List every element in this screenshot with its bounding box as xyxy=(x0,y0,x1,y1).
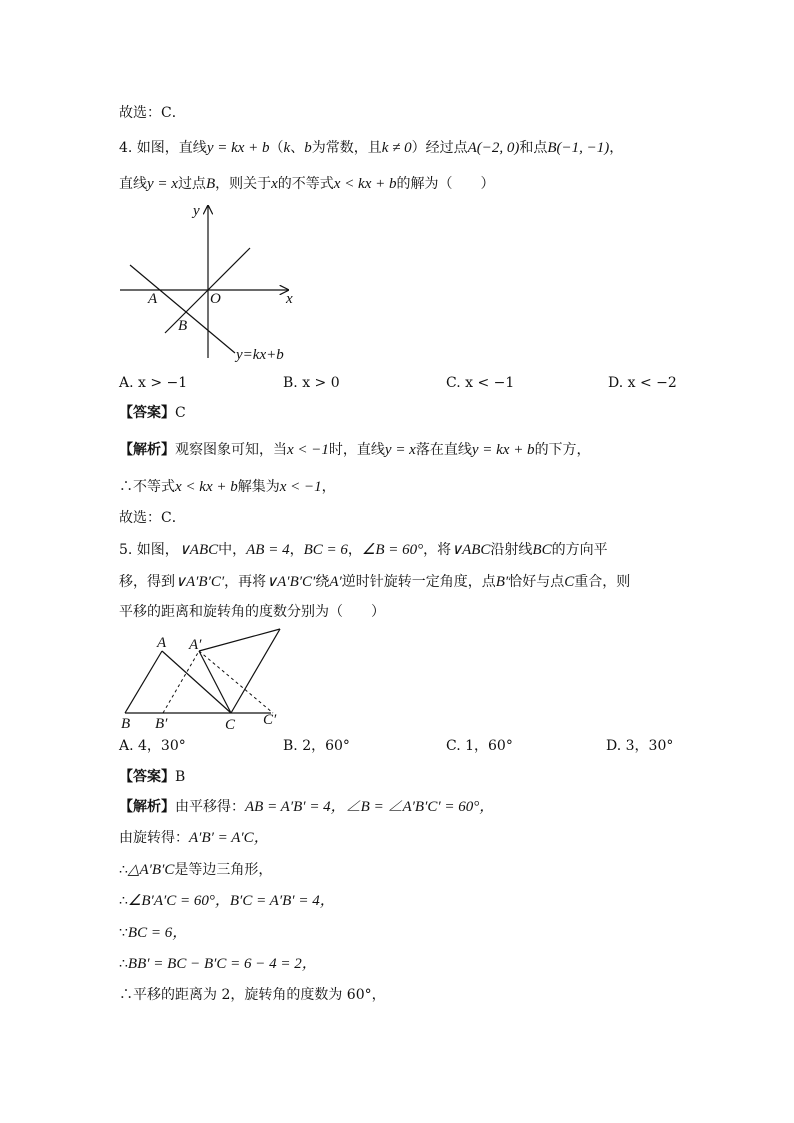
question-4-line-1: 4. 如图，直线y = kx + b（k、b为常数，且k ≠ 0）经过点A(−2, 0)和点B(−1, −1)， xyxy=(119,140,624,156)
q5-explanation-4: ∴∠B′A′C = 60°，B′C = A′B′ = 4， xyxy=(119,893,335,909)
q5-option-b: B. 2，60° xyxy=(283,738,350,754)
question-5-line-3: 平移的距离和旋转角的度数分别为（ ） xyxy=(119,604,385,620)
q4-choose: 故选：C． xyxy=(119,510,186,526)
label-O: O xyxy=(210,291,221,307)
svg-text:B′: B′ xyxy=(155,716,168,732)
svg-text:C′: C′ xyxy=(263,712,277,728)
q4-explanation: 【解析】观察图象可知，当x < −1时，直线y = x落在直线y = kx + b的下方， xyxy=(119,442,591,458)
q4-answer: 【答案】C xyxy=(119,405,186,421)
question-5-line-2: 移，得到∨A′B′C′，再将∨A′B′C′绕A′逆时针旋转一定角度，点B′恰好与点C重合，则 xyxy=(119,574,631,590)
label-x: x xyxy=(286,291,293,307)
svg-text:A′: A′ xyxy=(189,637,202,653)
svg-text:B: B xyxy=(121,716,131,732)
q4-option-d: D. x < −2 xyxy=(608,375,677,391)
svg-text:C: C xyxy=(225,717,236,733)
question-5-line-1: 5. 如图，∨ABC中，AB = 4，BC = 6，∠B = 60°，将∨ABC沿射线BC的方向平 xyxy=(119,542,608,558)
q5-option-a: A. 4，30° xyxy=(119,738,186,754)
q5-explanation-1: 【解析】由平移得：AB = A′B′ = 4，∠B = ∠A′B′C′ = 60°， xyxy=(119,799,495,815)
question-4-line-2: 直线y = x过点B，则关于x的不等式x < kx + b的解为（ ） xyxy=(119,176,495,192)
answer-conclusion-q3: 故选：C． xyxy=(119,105,186,121)
figure-q5-triangles xyxy=(115,625,315,735)
q5-option-d: D. 3，30° xyxy=(606,738,674,754)
q5-explanation-7: ∴平移的距离为 2，旋转角的度数为 60°， xyxy=(119,987,386,1003)
label-y: y xyxy=(193,203,200,219)
q5-explanation-5: ∵BC = 6， xyxy=(119,925,188,941)
q5-option-c: C. 1，60° xyxy=(446,738,513,754)
figure-q4-graph xyxy=(110,198,310,368)
q5-explanation-6: ∴BB′ = BC − B′C = 6 − 4 = 2， xyxy=(119,956,317,972)
svg-text:A: A xyxy=(157,635,167,651)
q4-conclusion: ∴不等式x < kx + b解集为x < −1， xyxy=(119,479,336,495)
q5-answer: 【答案】B xyxy=(119,769,186,785)
label-A: A xyxy=(148,291,158,307)
label-line: y=kx+b xyxy=(236,347,284,363)
q4-option-b: B. x > 0 xyxy=(283,375,340,391)
q4-option-c: C. x < −1 xyxy=(446,375,515,391)
q5-explanation-2: 由旋转得：A′B′ = A′C， xyxy=(119,830,269,846)
label-B: B xyxy=(178,318,188,334)
q4-option-a: A. x > −1 xyxy=(119,375,188,391)
q5-explanation-3: ∴△A′B′C是等边三角形， xyxy=(119,862,273,878)
